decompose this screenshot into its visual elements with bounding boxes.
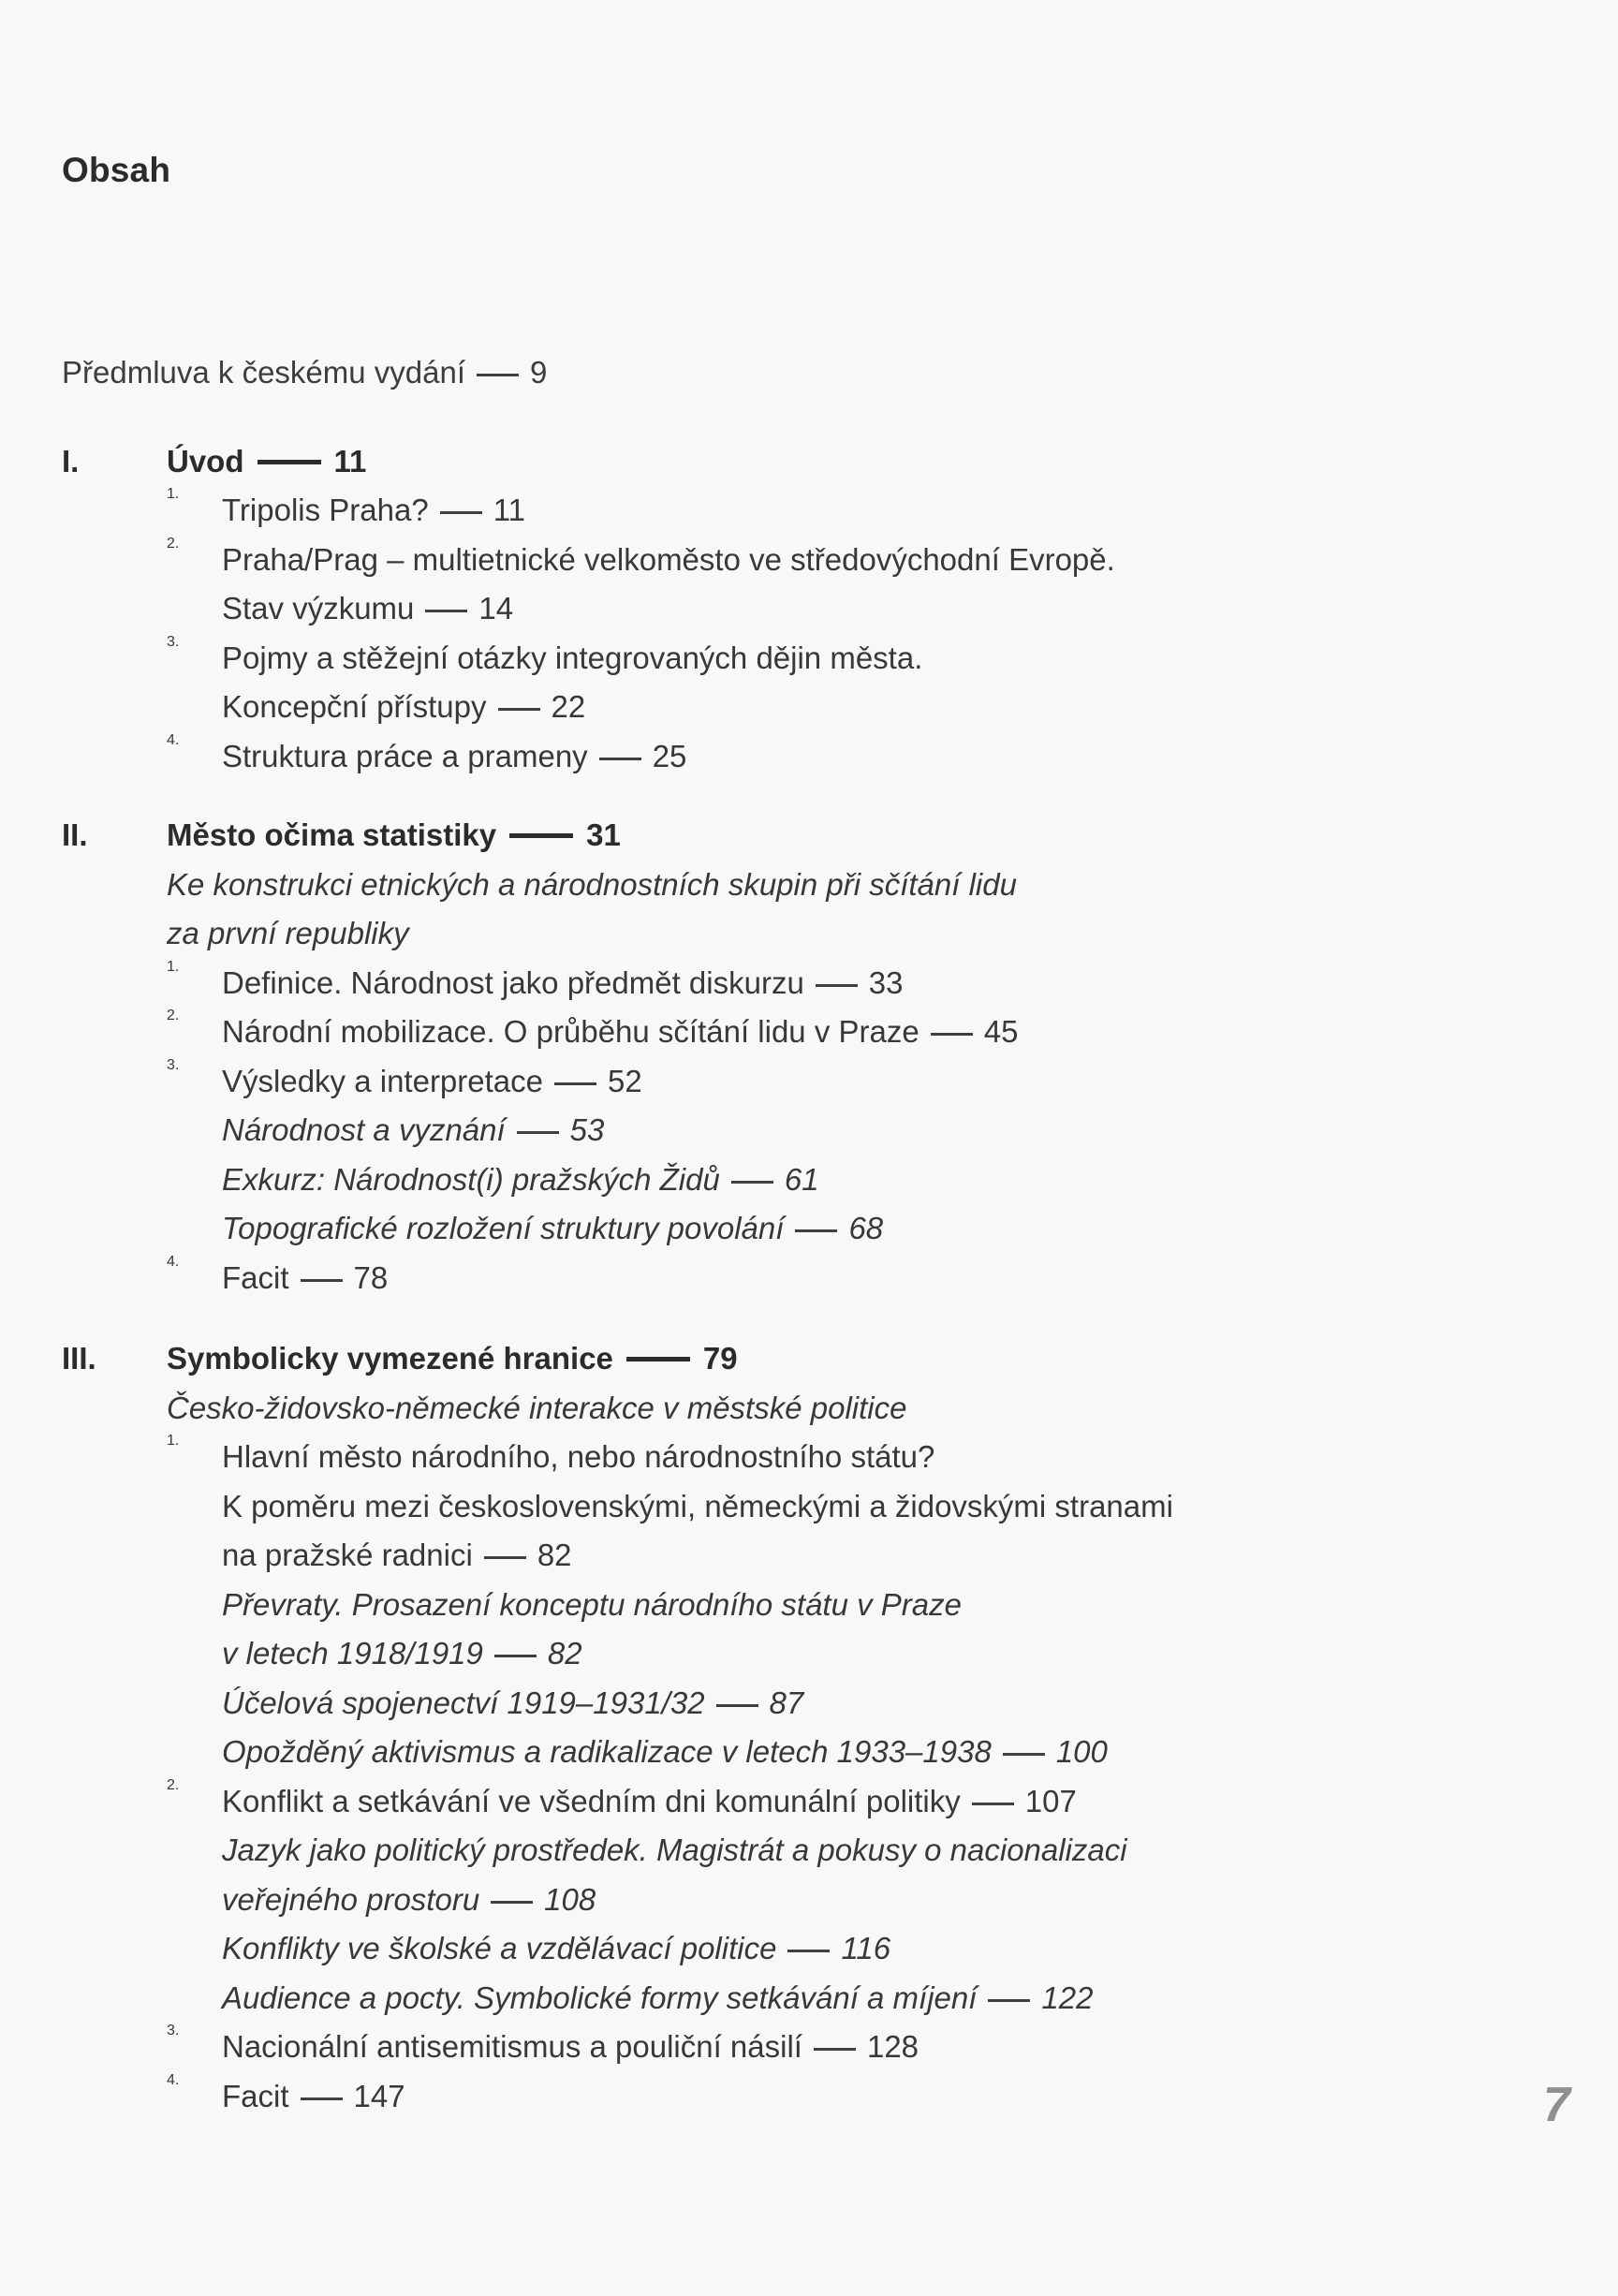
dash-line [517, 1131, 559, 1134]
entry-line [222, 1204, 1534, 1254]
entry-page: 78 [353, 1259, 389, 1295]
entry-number: 2. [167, 1008, 180, 1023]
toc-entry [167, 1008, 1534, 1057]
dash-line [477, 374, 519, 376]
section-page: 31 [586, 817, 621, 852]
section-heading [167, 1334, 1534, 1384]
entry-body [222, 1204, 1534, 1254]
entry-page: 107 [1024, 1783, 1077, 1818]
entry-text: K poměru mezi československými, německými a židovskými stranami [222, 1488, 1173, 1523]
dash-line [972, 1803, 1014, 1805]
entry-line [222, 1106, 1534, 1155]
entry-line [222, 1057, 1534, 1107]
entry-line [222, 1254, 1534, 1303]
toc-entry [167, 1155, 1534, 1205]
sections-container [62, 437, 1534, 2122]
toc-section-3 [62, 1334, 1534, 2121]
entry-body [222, 2072, 1534, 2122]
entry-body [222, 1777, 1534, 1827]
entry-page: 128 [866, 2029, 919, 2064]
entry-body [222, 1155, 1534, 1205]
entry-text: Koncepční přístupy [222, 689, 487, 724]
entry-body [222, 1728, 1534, 1777]
entry-page: 147 [353, 2078, 405, 2113]
entry-line [222, 1629, 1534, 1679]
entry-line [222, 486, 1534, 536]
section-subtitle [167, 1384, 1534, 1434]
toc-entry [167, 732, 1534, 782]
entry-text: Tripolis Praha? [222, 493, 429, 527]
entry-body [222, 1924, 1534, 1974]
entry-line [222, 1826, 1534, 1876]
section-page: 79 [702, 1341, 738, 1376]
dash-line [626, 1357, 690, 1361]
page-number: 7 [1543, 2078, 1570, 2132]
dash-line [1003, 1753, 1045, 1756]
toc-entry [167, 634, 1534, 732]
entry-page: 22 [551, 689, 586, 724]
entry-text: Audience a pocty. Symbolické formy setkávání a míjení [222, 1980, 978, 2015]
toc-entry [167, 536, 1534, 634]
toc-entry [167, 1974, 1534, 2024]
entry-body [222, 1679, 1534, 1729]
entry-text: Národnost a vyznání [222, 1112, 506, 1147]
entry-line [222, 1531, 1534, 1581]
entry-body [222, 959, 1534, 1008]
entry-body [222, 1106, 1534, 1155]
toc-section-2 [62, 811, 1534, 1303]
toc-entry [167, 486, 1534, 536]
toc-entry [167, 1254, 1534, 1303]
entry-line [222, 2023, 1534, 2072]
entry-page: 100 [1055, 1734, 1108, 1769]
entry-line [222, 1581, 1534, 1630]
page-title: Obsah [62, 151, 171, 189]
preface-label: Předmluva k českému vydání [62, 355, 466, 390]
dash-line [494, 1655, 537, 1657]
toc-entry [167, 1924, 1534, 1974]
entry-text: Jazyk jako politický prostředek. Magistrát a pokusy o nacionalizaci [222, 1832, 1127, 1867]
entry-page: 52 [608, 1063, 642, 1098]
entry-number: 1. [167, 486, 180, 502]
entry-text: Opožděný aktivismus a radikalizace v letech 1933–1938 [222, 1734, 992, 1769]
entry-body [222, 486, 1534, 536]
entry-line [222, 959, 1534, 1008]
entry-text: Nacionální antisemitismus a pouliční násilí [222, 2029, 802, 2064]
entry-text: v letech 1918/1919 [222, 1636, 483, 1670]
section-title: Úvod [167, 443, 244, 478]
entry-number: 4. [167, 2071, 180, 2088]
toc-section-1 [62, 437, 1534, 782]
dash-line [816, 984, 858, 987]
toc-entry [167, 1581, 1534, 1679]
entry-line [222, 683, 1534, 732]
entry-number: 2. [167, 535, 180, 552]
entry-text: Definice. Národnost jako předmět diskurzu [222, 964, 804, 1000]
entry-line [222, 1679, 1534, 1729]
dash-line [988, 1999, 1030, 2002]
entry-number: 4. [167, 1253, 180, 1270]
entry-text: Hlavní město národního, nebo národnostního státu? [222, 1439, 935, 1474]
entry-text: veřejného prostoru [222, 1881, 480, 1917]
entry-text: Exkurz: Národnost(i) pražských Židů [222, 1161, 720, 1197]
entry-text: Praha/Prag – multietnické velkoměsto ve středovýchodní Evropě. [222, 541, 1115, 577]
entry-body [222, 1433, 1534, 1581]
entry-text: Konflikt a setkávání ve všedním dni komunální politiky [222, 1783, 961, 1818]
entry-body [222, 1254, 1534, 1303]
dash-line [795, 1229, 837, 1232]
entry-body [222, 1008, 1534, 1057]
section-numeral: III. [62, 1341, 96, 1376]
dash-line [257, 460, 321, 464]
entry-page: 122 [1041, 1980, 1094, 2015]
dash-line [440, 511, 482, 514]
dash-line [491, 1901, 533, 1904]
entry-text: Struktura práce a prameny [222, 738, 588, 773]
entry-page: 53 [569, 1112, 605, 1147]
entry-body [222, 1581, 1534, 1679]
entry-page: 116 [841, 1931, 891, 1965]
entry-body [222, 1974, 1534, 2024]
toc-entry [167, 1826, 1534, 1924]
dash-line [731, 1181, 773, 1184]
entry-line [222, 1777, 1534, 1827]
entry-line [222, 2072, 1534, 2122]
entry-text: Facit [222, 1259, 289, 1295]
entry-page: 61 [784, 1161, 819, 1197]
section-heading [167, 811, 1534, 861]
toc-entry [167, 2072, 1534, 2122]
toc-entry [167, 1728, 1534, 1777]
section-numeral: I. [62, 443, 80, 478]
section-numeral: II. [62, 817, 88, 852]
entry-number: 2. [167, 1776, 180, 1793]
section-subtitle [167, 861, 1534, 910]
entry-body [222, 2023, 1534, 2072]
dash-line [498, 708, 540, 711]
entry-page: 82 [547, 1636, 582, 1670]
entry-text: Česko-židovsko-německé interakce v městské politice [167, 1390, 907, 1425]
entry-line [222, 1974, 1534, 2024]
entry-line [222, 536, 1534, 585]
dash-line [716, 1704, 758, 1707]
entry-line [222, 1924, 1534, 1974]
dash-line [931, 1033, 973, 1036]
entry-page: 14 [478, 591, 514, 626]
entry-body [222, 536, 1534, 634]
dash-line [509, 833, 573, 838]
section-title: Město očima statistiky [167, 817, 497, 852]
entry-text: Pojmy a stěžejní otázky integrovaných dějin města. [222, 640, 923, 675]
toc-entry [167, 1106, 1534, 1155]
entry-line [222, 1433, 1534, 1482]
toc-entry [167, 1777, 1534, 1827]
toc-entry [167, 1679, 1534, 1729]
entry-line [222, 1728, 1534, 1777]
entry-text: Stav výzkumu [222, 591, 415, 626]
dash-line [787, 1950, 830, 1952]
entry-text: Převraty. Prosazení konceptu národního státu v Praze [222, 1586, 962, 1622]
toc-entry [167, 1433, 1534, 1581]
entry-number: 3. [167, 1056, 180, 1073]
entry-text: za první republiky [167, 916, 409, 950]
entry-page: 25 [652, 738, 687, 773]
entry-text: Topografické rozložení struktury povolání [222, 1211, 785, 1245]
entry-number: 1. [167, 958, 180, 975]
entry-page: 108 [544, 1881, 596, 1917]
entry-number: 3. [167, 2023, 180, 2038]
entry-text: Účelová spojenectví 1919–1931/32 [222, 1685, 705, 1720]
dash-line [301, 1279, 343, 1282]
entry-text: Národní mobilizace. O průběhu sčítání lidu v Praze [222, 1014, 919, 1049]
entry-page: 87 [769, 1685, 804, 1720]
entry-page: 45 [983, 1014, 1019, 1049]
entry-line [222, 1155, 1534, 1205]
toc-entry [167, 959, 1534, 1008]
entry-body [222, 1057, 1534, 1107]
entry-line [222, 732, 1534, 782]
entry-line [222, 634, 1534, 684]
entry-text: Facit [222, 2078, 289, 2113]
entry-body [222, 732, 1534, 782]
entry-text: Výsledky a interpretace [222, 1063, 544, 1098]
toc-entry [167, 1204, 1534, 1254]
toc-entry [167, 2023, 1534, 2072]
preface-entry [62, 348, 1534, 398]
section-subtitle [167, 909, 1534, 959]
dash-line [814, 2048, 856, 2051]
section-page: 11 [333, 443, 367, 478]
entry-text: na pražské radnici [222, 1538, 473, 1572]
entry-page: 11 [493, 493, 525, 527]
dash-line [484, 1556, 526, 1559]
entry-page: 82 [537, 1538, 572, 1572]
section-title: Symbolicky vymezené hranice [167, 1341, 613, 1376]
entry-number: 3. [167, 633, 180, 650]
entry-line [222, 1482, 1534, 1532]
entry-body [222, 1826, 1534, 1924]
entry-line [222, 584, 1534, 634]
dash-line [599, 758, 641, 760]
entry-line [222, 1008, 1534, 1057]
dash-line [425, 610, 467, 612]
entry-page: 33 [868, 964, 904, 1000]
toc-entry [167, 1057, 1534, 1107]
entry-body [222, 634, 1534, 732]
entry-line [222, 1876, 1534, 1925]
dash-line [554, 1082, 596, 1085]
entry-text: Ke konstrukci etnických a národnostních skupin při sčítání lidu [167, 866, 1017, 902]
entry-text: Konflikty ve školské a vzdělávací politice [222, 1931, 777, 1965]
dash-line [301, 2097, 343, 2100]
entry-page: 68 [848, 1211, 884, 1245]
preface-page: 9 [530, 355, 548, 390]
section-heading [167, 437, 1534, 487]
entry-number: 4. [167, 731, 180, 748]
entry-number: 1. [167, 1433, 180, 1449]
